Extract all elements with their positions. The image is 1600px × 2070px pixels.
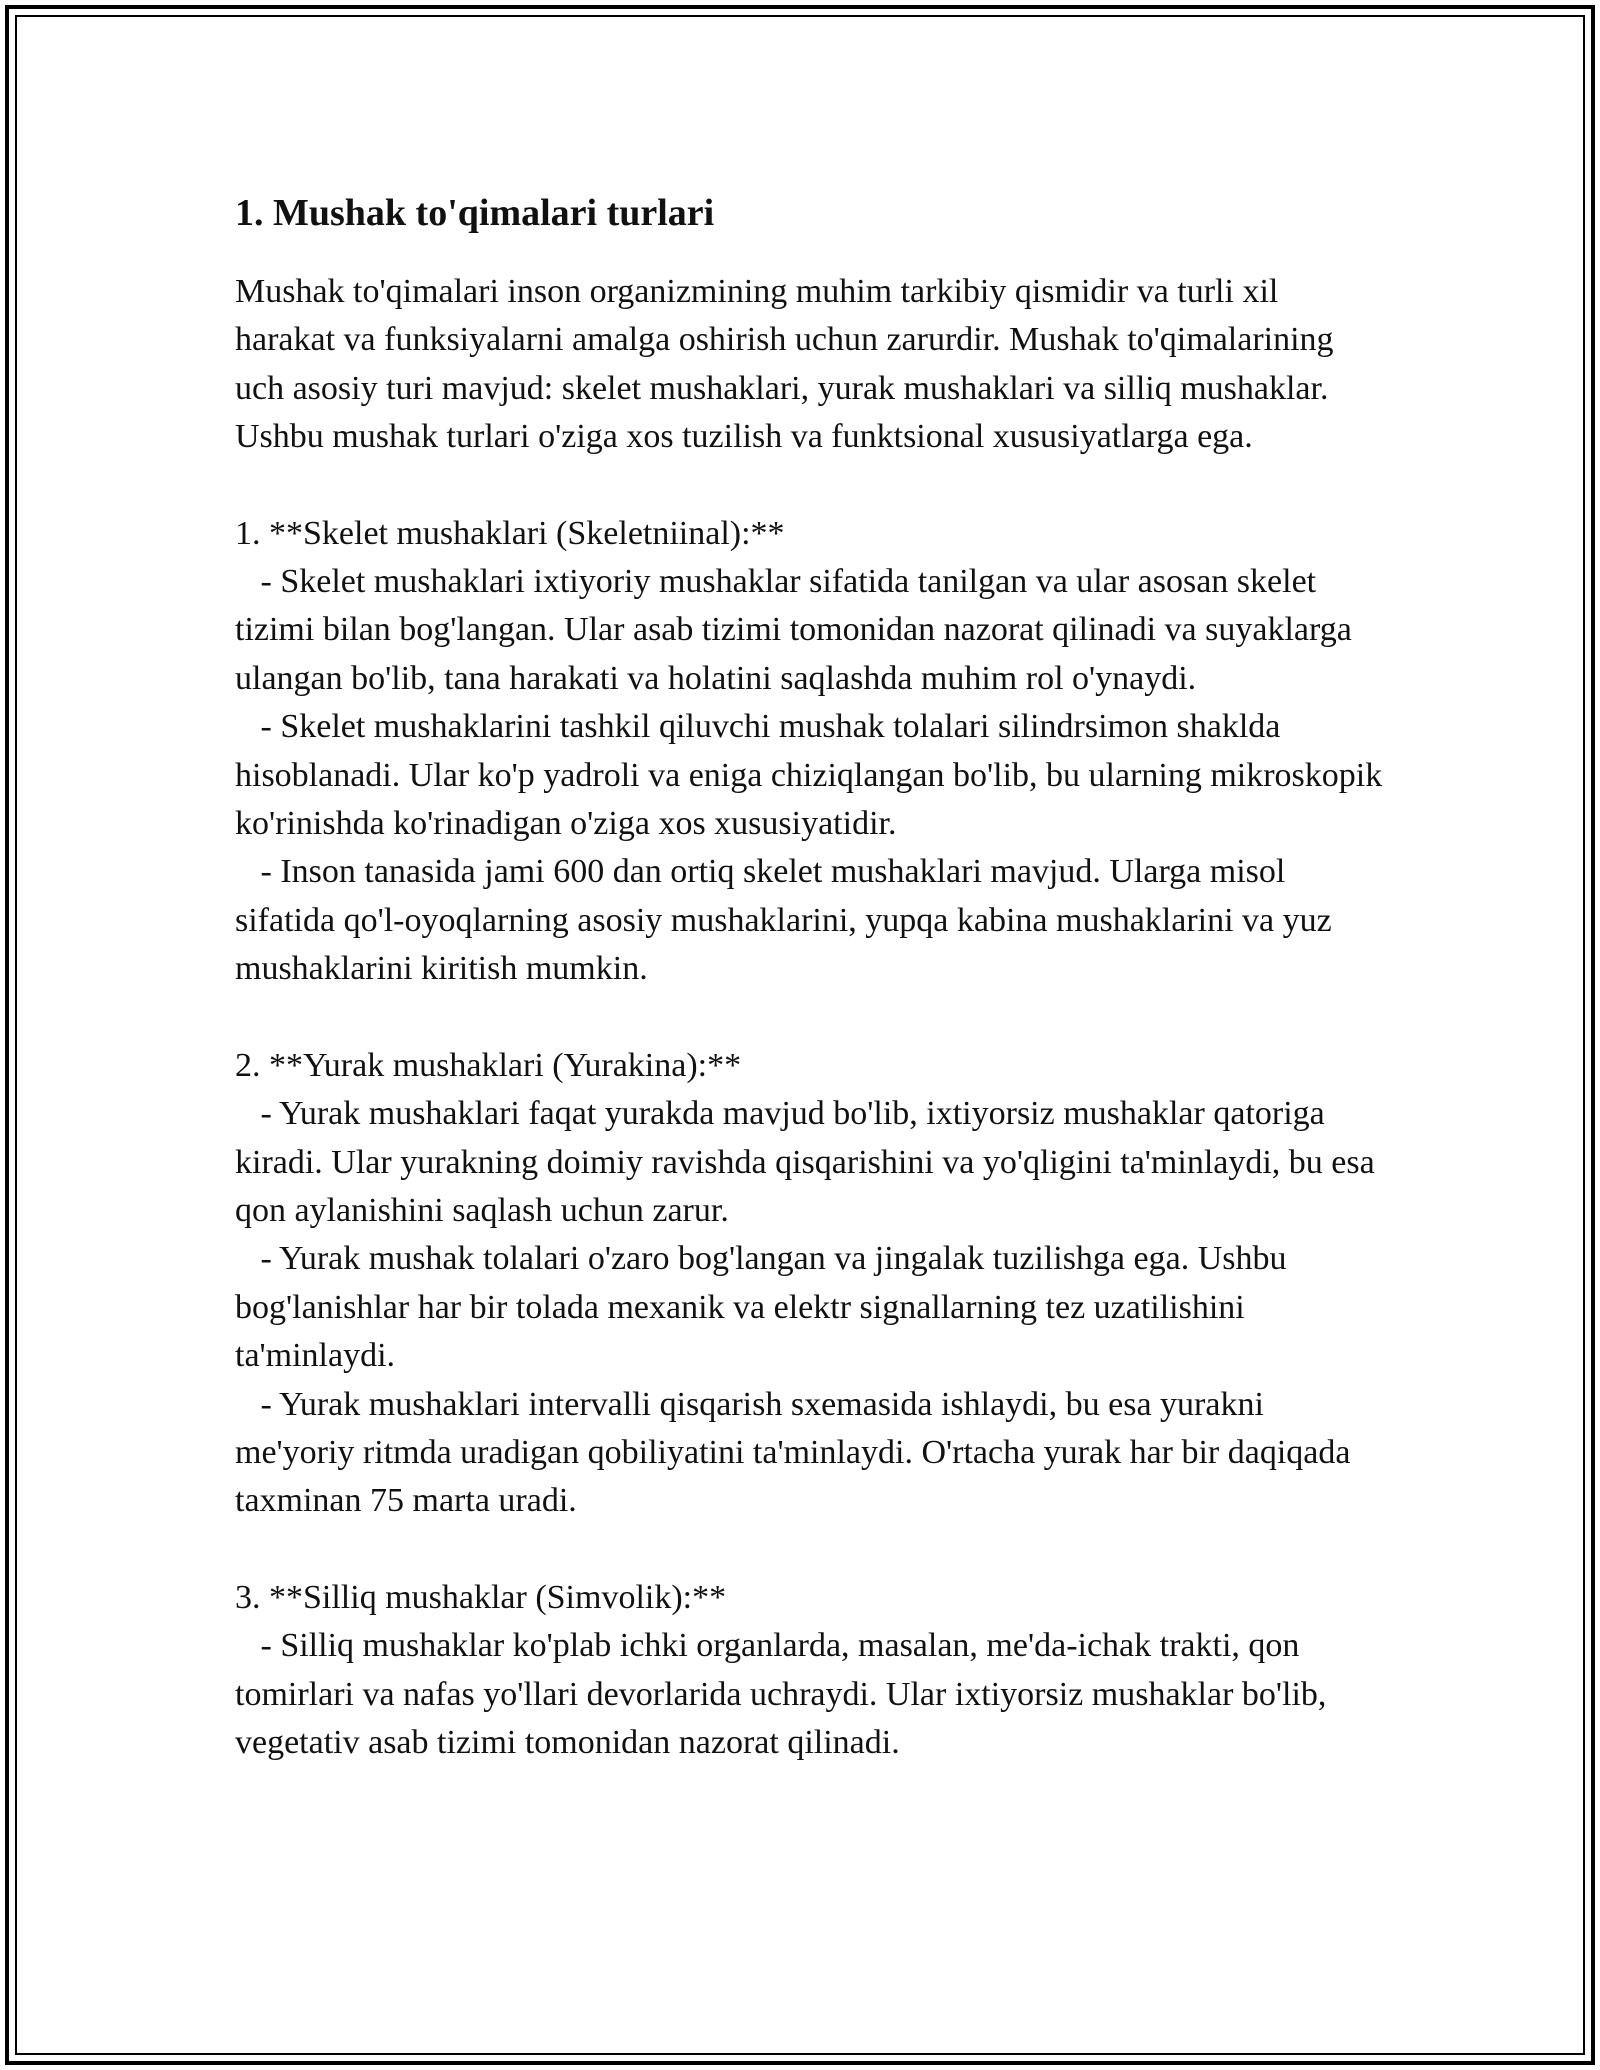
section-heading: 1. **Skelet mushaklari (Skeletniinal):** <box>235 514 785 552</box>
section-bullet: - Yurak mushak tolalari o'zaro bog'langan va jingalak tuzilishga ega. Ushbu bog'lanishlar har bir tolada mexanik va elektr signallarning tez uzatilishini ta'minlaydi. <box>235 1240 1287 1375</box>
section-cardiac <box>235 1042 1385 1526</box>
section-bullet: - Yurak mushaklari faqat yurakda mavjud bo'lib, ixtiyorsiz mushaklar qatoriga kiradi. Ular yurakning doimiy ravishda qisqarishini va yo'qligini ta'minlaydi, bu esa qon aylanishini saqlash uchun zarur. <box>235 1095 1375 1229</box>
section-bullet: - Inson tanasida jami 600 dan ortiq skelet mushaklari mavjud. Ularga misol sifatida qo'l-oyoqlarning asosiy mushaklarini, yupqa kabina mushaklarini va yuz mushaklarini kiritish mumkin. <box>235 853 1332 988</box>
section-bullet: - Skelet mushaklari ixtiyoriy mushaklar sifatida tanilgan va ular asosan skelet tizimi bilan bog'langan. Ular asab tizimi tomonidan nazorat qilinadi va suyaklarga ulangan bo'lib, tana harakati va holatini saqlashda muhim rol o'ynaydi. <box>235 563 1352 697</box>
section-skeletal <box>235 510 1385 994</box>
document-body <box>235 185 1385 1767</box>
section-heading: 3. **Silliq mushaklar (Simvolik):** <box>235 1578 727 1616</box>
section-bullet: - Silliq mushaklar ko'plab ichki organlarda, masalan, me'da-ichak trakti, qon tomirlari va nafas yo'llari devorlarida uchraydi. Ular ixtiyorsiz mushaklar bo'lib, vegetativ asab tizimi tomonidan nazorat qilinadi. <box>235 1627 1327 1761</box>
document-title: 1. Mushak to'qimalari turlari <box>235 192 715 234</box>
intro-paragraph: Mushak to'qimalari inson organizmining muhim tarkibiy qismidir va turli xil harakat va funksiyalarni amalga oshirish uchun zarurdir. Mushak to'qimalarining uch asosiy turi mavjud: skelet mushaklari, yurak mushaklari va silliq mushaklar. Ushbu mushak turlari o'ziga xos tuzilish va funktsional xususiyatlarga ega. <box>235 273 1334 456</box>
section-bullet: - Yurak mushaklari intervalli qisqarish sxemasida ishlaydi, bu esa yurakni me'yoriy ritmda uradigan qobiliyatini ta'minlaydi. O'rtacha yurak har bir daqiqada taxminan 75 marta uradi. <box>235 1385 1351 1520</box>
section-bullet: - Skelet mushaklarini tashkil qiluvchi mushak tolalari silindrsimon shaklda hisoblanadi. Ular ko'p yadroli va eniga chiziqlangan bo'lib, bu ularning mikroskopik ko'rinishda ko'rinadigan o'ziga xos xususiyatidir. <box>235 708 1383 843</box>
section-smooth <box>235 1574 1385 1768</box>
section-heading: 2. **Yurak mushaklari (Yurakina):** <box>235 1046 742 1084</box>
